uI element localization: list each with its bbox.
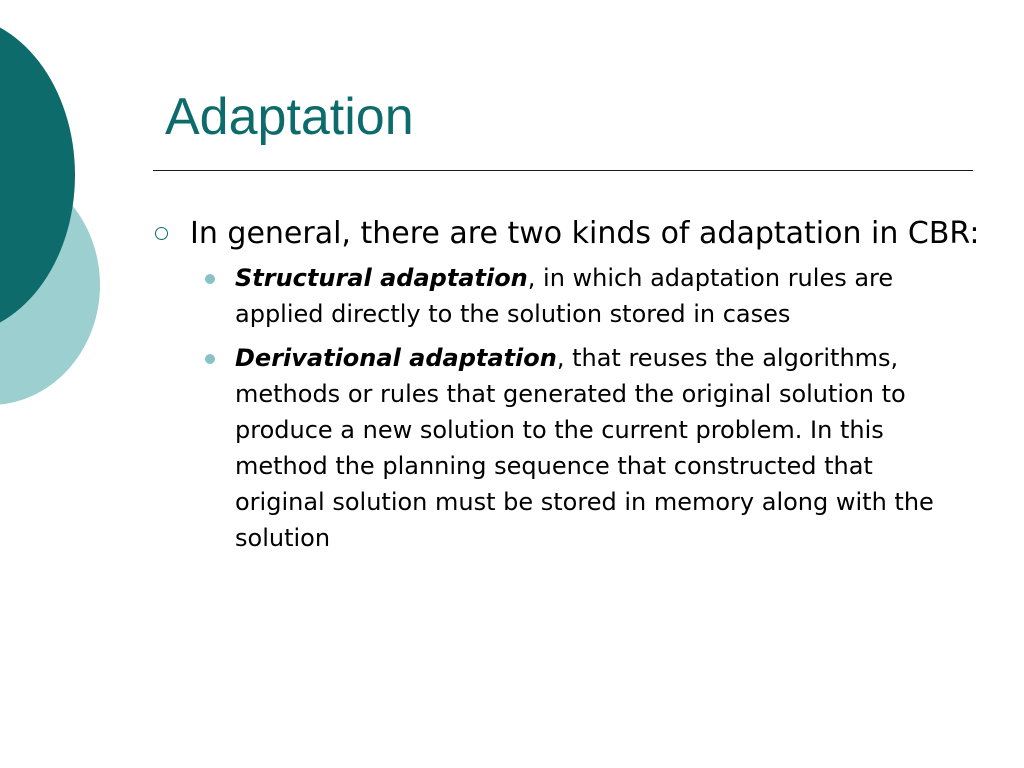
term-structural-adaptation: Structural adaptation <box>235 264 528 292</box>
dot-bullet-icon <box>205 354 215 364</box>
slide-title: Adaptation <box>165 88 414 146</box>
sub-bullet-structural <box>235 260 965 332</box>
sub-bullet-text: , in which adaptation rules are applied directly to the solution stored in cases <box>235 264 894 328</box>
dot-bullet-icon <box>205 274 215 284</box>
bullet-text: In general, there are two kinds of adaptation in CBR: <box>190 216 980 251</box>
title-divider <box>153 170 973 171</box>
bullet-level-1 <box>150 213 980 254</box>
slide-body <box>150 213 980 564</box>
term-derivational-adaptation: Derivational adaptation <box>235 344 557 372</box>
sub-bullet-derivational <box>235 340 965 556</box>
hollow-circle-bullet-icon <box>155 227 168 240</box>
sub-bullet-text: , that reuses the algorithms, methods or rules that generated the original solution to produce a new solution to the current problem. In this method the planning sequence that constructed that original solution must be stored in memory along with the solution <box>235 344 934 552</box>
